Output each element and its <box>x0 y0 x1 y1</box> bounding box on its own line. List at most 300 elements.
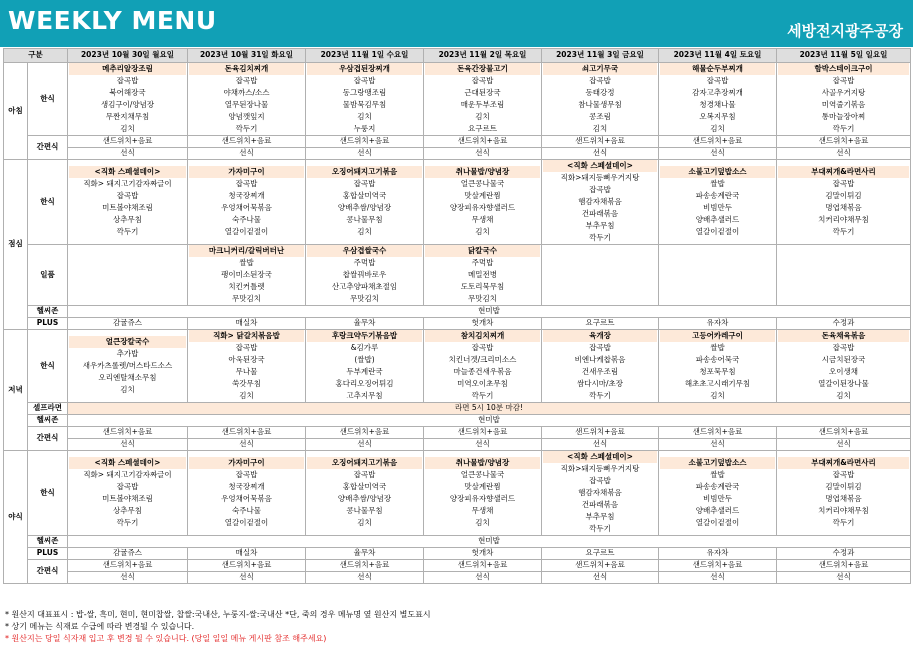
menu-item: 양배추샐러드 <box>695 215 740 224</box>
menu-item: 열갈이된장나물 <box>818 379 869 388</box>
main-dish: <직화 스페셜데이> <box>69 457 186 469</box>
origin-note: * 원산지 대표표시 : 밥-쌀, 흑미, 현미, 현미찹쌀, 찹쌀:국내산, 누룽지-쌀:국내산 *단, 죽의 경우 메뉴명 옆 원산지 별도표시 <box>5 610 431 619</box>
menu-item: 양배추쌈/양념장 <box>337 203 392 212</box>
menu-item: 잡곡밥 <box>235 76 258 85</box>
menu-item: 치킨커틀렛 <box>228 282 265 291</box>
menu-item: 잡곡밥 <box>353 470 376 479</box>
menu-item: 열갈이겉절이 <box>224 227 269 236</box>
menu-item: 명엽채볶음 <box>825 203 862 212</box>
main-dish: 닭칼국수 <box>425 245 540 257</box>
main-dish: 오징어돼지고기볶음 <box>307 457 422 469</box>
menu-item: 부추무침 <box>585 512 615 521</box>
menu-item: 우엉채어묵볶음 <box>221 203 272 212</box>
menu-cell: 샌드위치+음료 <box>659 136 777 148</box>
menu-item: &김가루 <box>350 343 379 352</box>
menu-item: 미트볼야채조림 <box>102 203 153 212</box>
menu-item: 잡곡밥 <box>471 76 494 85</box>
main-dish: 돈육간장불고기 <box>425 63 540 75</box>
menu-item: 누룽지 <box>353 124 376 133</box>
column-header-row <box>4 49 911 63</box>
menu-item: 잡곡밥 <box>116 191 139 200</box>
menu-cell: 율무차 <box>306 548 424 560</box>
main-dish: <직화 스페셜데이> <box>69 166 186 178</box>
menu-item: 열갈이겉절이 <box>695 227 740 236</box>
menu-cell: 선식 <box>68 572 188 584</box>
menu-cell: 선식 <box>659 572 777 584</box>
menu-item: 새우카츠롤렛/머스타드소스 <box>82 361 173 370</box>
menu-cell: 선식 <box>777 439 911 451</box>
main-dish: 취나물밥/양념장 <box>425 166 540 178</box>
dinner-healthy-row <box>4 415 911 427</box>
menu-item: 도토리묵무침 <box>460 282 505 291</box>
menu-item: 쑥갓무침 <box>232 379 261 388</box>
menu-cell: 샌드위치+음료 <box>424 560 542 572</box>
menu-item: 열무된장나물 <box>224 100 269 109</box>
menu-item: 김치 <box>120 124 135 133</box>
night-healthy-row <box>4 536 911 548</box>
menu-cell <box>424 245 542 306</box>
menu-item: 콩나물무침 <box>346 506 383 515</box>
menu-cell <box>306 245 424 306</box>
menu-cell <box>424 330 542 403</box>
menu-item: 잡곡밥 <box>706 76 729 85</box>
menu-item: 부추무침 <box>585 221 615 230</box>
day-header: 2023년 10월 31일 화요일 <box>188 49 306 63</box>
menu-item: 직화>돼지등뼈우거지탕 <box>560 173 640 182</box>
menu-item: 치커리야채무침 <box>818 215 869 224</box>
main-dish: 함박스테이크구이 <box>778 63 909 75</box>
category-label-korean: 한식 <box>28 160 68 245</box>
main-dish: 소불고기덮밥소스 <box>660 166 775 178</box>
breakfast-snack-row <box>4 136 911 148</box>
menu-item: 직화>돼지등뼈우거지탕 <box>560 464 640 473</box>
main-dish: 돈육채육볶음 <box>778 330 909 342</box>
menu-cell <box>777 63 911 136</box>
menu-item: 양배추쌈/양념장 <box>337 494 392 503</box>
menu-cell: 선식 <box>659 148 777 160</box>
main-dish: 마크니커리/갈릭버터난 <box>189 245 304 257</box>
dinner-snack-row <box>4 427 911 439</box>
menu-cell: 샌드위치+음료 <box>659 560 777 572</box>
menu-item: 잡곡밥 <box>353 76 376 85</box>
menu-item: 양장피유자향샐러드 <box>449 203 516 212</box>
menu-cell: 샌드위치+음료 <box>777 560 911 572</box>
menu-cell: 선식 <box>424 439 542 451</box>
menu-item: 사골우거지탕 <box>821 88 866 97</box>
menu-item: 상추무침 <box>113 215 142 224</box>
menu-cell: 선식 <box>68 148 188 160</box>
menu-cell <box>542 330 659 403</box>
menu-cell <box>68 245 188 306</box>
menu-item: 청포묵무침 <box>699 367 736 376</box>
menu-cell: 선식 <box>306 148 424 160</box>
category-label-daily: 일품 <box>28 245 68 306</box>
menu-item: 숙주나물 <box>232 506 261 515</box>
main-dish: 우삼겹쌀국수 <box>307 245 422 257</box>
main-dish: 쇠고기무국 <box>543 63 657 75</box>
menu-cell: 헛개차 <box>424 318 542 330</box>
menu-item: 비엔나케찹볶음 <box>574 355 626 364</box>
origin-change-note: * 원산지는 당일 식자재 입고 후 변경 될 수 있습니다. (당일 일일 메뉴 게시판 참조 해주세요) <box>5 634 327 643</box>
main-dish: 돈육김치찌개 <box>189 63 304 75</box>
menu-cell: 샌드위치+음료 <box>777 136 911 148</box>
menu-item: 시금치된장국 <box>821 355 866 364</box>
menu-item: 잡곡밥 <box>471 343 494 352</box>
menu-item: 김치 <box>836 391 851 400</box>
menu-item: 숙주나물 <box>232 215 261 224</box>
menu-item: 팽이미소된장국 <box>221 270 272 279</box>
menu-cell <box>777 160 911 245</box>
menu-cell: 선식 <box>306 439 424 451</box>
lunch-plus-row <box>4 318 911 330</box>
menu-item: 주먹밥 <box>353 258 376 267</box>
menu-cell: 선식 <box>188 439 306 451</box>
healthy-item: 현미밥 <box>68 306 911 318</box>
menu-item: 양념깻잎지 <box>228 112 265 121</box>
menu-item: 청경채나물 <box>699 100 736 109</box>
menu-item: 미역오이초무침 <box>457 379 508 388</box>
menu-cell: 선식 <box>542 572 659 584</box>
menu-item: 명엽채볶음 <box>825 494 862 503</box>
menu-cell <box>777 330 911 403</box>
footnotes <box>5 609 431 645</box>
main-dish: 얼큰장칼국수 <box>69 336 186 348</box>
menu-item: 미역줄기볶음 <box>821 100 866 109</box>
menu-item: 쌀밥 <box>710 470 725 479</box>
meal-label-breakfast: 아침 <box>4 63 28 160</box>
menu-item: 쌀밥 <box>710 343 725 352</box>
main-dish: 육개장 <box>543 330 657 342</box>
menu-cell: 선식 <box>777 148 911 160</box>
lunch-korean-row <box>4 160 911 245</box>
menu-cell: 선식 <box>68 439 188 451</box>
menu-cell <box>659 451 777 536</box>
category-label-snack: 간편식 <box>28 136 68 160</box>
menu-item: 잡곡밥 <box>589 76 611 85</box>
menu-item: 아욱된장국 <box>228 355 265 364</box>
category-label-healthy: 헬씨존 <box>28 306 68 318</box>
meal-label-dinner: 저녁 <box>4 330 28 451</box>
menu-item: 김치 <box>710 391 725 400</box>
day-header: 2023년 11월 4일 토요일 <box>659 49 777 63</box>
menu-item: 치커리야채무침 <box>818 506 869 515</box>
category-label-korean: 한식 <box>28 63 68 136</box>
menu-cell: 샌드위치+음료 <box>188 427 306 439</box>
menu-item: 무생채 <box>471 215 494 224</box>
menu-item: 콩조림 <box>589 112 611 121</box>
menu-cell <box>659 330 777 403</box>
menu-cell: 샌드위치+음료 <box>68 136 188 148</box>
menu-cell: 매실차 <box>188 548 306 560</box>
menu-item: 쌀밥 <box>710 179 725 188</box>
menu-item: 생김구이/양념장 <box>100 100 155 109</box>
menu-cell <box>188 160 306 245</box>
menu-cell: 선식 <box>188 572 306 584</box>
menu-item: 깍두기 <box>589 233 611 242</box>
menu-item: 파송송계란국 <box>695 191 740 200</box>
menu-cell: 샌드위치+음료 <box>777 427 911 439</box>
menu-item: 감자고추장찌개 <box>692 88 743 97</box>
menu-item: 열갈이겉절이 <box>695 518 740 527</box>
menu-item: 김치 <box>239 391 254 400</box>
menu-cell: 샌드위치+음료 <box>542 427 659 439</box>
menu-cell: 샌드위치+음료 <box>306 427 424 439</box>
menu-item: 무생채 <box>471 506 494 515</box>
menu-item: 김치 <box>120 385 135 394</box>
menu-item: 마늘종건새우볶음 <box>453 367 512 376</box>
menu-item: 무맛김치 <box>232 294 261 303</box>
menu-item: 우엉채어묵볶음 <box>221 494 272 503</box>
main-dish: 부대찌개&라면사리 <box>778 457 909 469</box>
main-dish: 메추리알장조림 <box>69 63 186 75</box>
menu-cell: 요구르트 <box>542 318 659 330</box>
menu-cell <box>542 160 659 245</box>
menu-cell: 샌드위치+음료 <box>424 427 542 439</box>
menu-item: 잡곡밥 <box>116 76 139 85</box>
weekly-menu-table <box>3 48 911 584</box>
menu-cell <box>306 63 424 136</box>
menu-cell: 선식 <box>306 572 424 584</box>
menu-cell <box>659 160 777 245</box>
menu-cell: 선식 <box>424 148 542 160</box>
menu-item: 홍합살미역국 <box>342 482 387 491</box>
menu-item: 김말이튀김 <box>825 482 862 491</box>
menu-item: 청국장찌개 <box>228 191 265 200</box>
menu-cell: 선식 <box>542 148 659 160</box>
menu-item: 통마늘장아찌 <box>821 112 866 121</box>
dinner-ramen-row <box>4 403 911 415</box>
category-label-self-ramen: 셀프라면 <box>28 403 68 415</box>
night-snack-row <box>4 560 911 572</box>
main-dish: 취나물밥/양념장 <box>425 457 540 469</box>
category-label-korean: 한식 <box>28 330 68 403</box>
healthy-item: 현미밥 <box>68 415 911 427</box>
menu-item: 잡곡밥 <box>353 179 376 188</box>
menu-item: 잡곡밥 <box>832 343 855 352</box>
menu-cell: 유자차 <box>659 318 777 330</box>
menu-item: 김치 <box>710 124 725 133</box>
menu-item: 오리엔탈채소무침 <box>98 373 157 382</box>
menu-item: 햄감자채볶음 <box>578 197 622 206</box>
main-dish: <직화 스페셜데이> <box>543 160 657 172</box>
menu-item: 쌈다시마/초장 <box>577 379 623 388</box>
menu-item: 건파래볶음 <box>581 500 619 509</box>
night-korean-row <box>4 451 911 536</box>
menu-item: 깍두기 <box>116 227 139 236</box>
category-label-plus: PLUS <box>28 318 68 330</box>
menu-cell: 헛개차 <box>424 548 542 560</box>
category-label-healthy: 헬씨존 <box>28 536 68 548</box>
menu-item: 고추지무침 <box>346 391 383 400</box>
day-header: 2023년 10월 30일 월요일 <box>68 49 188 63</box>
menu-item: 양장피유자향샐러드 <box>449 494 516 503</box>
menu-item: 치킨너겟/크리미소스 <box>448 355 517 364</box>
menu-item: 김치 <box>475 112 490 121</box>
day-header: 2023년 11월 3일 금요일 <box>542 49 659 63</box>
menu-cell <box>542 451 659 536</box>
menu-cell: 율무차 <box>306 318 424 330</box>
menu-cell: 선식 <box>542 439 659 451</box>
menu-item: 김치 <box>475 518 490 527</box>
menu-cell <box>68 63 188 136</box>
menu-cell <box>68 160 188 245</box>
menu-cell <box>306 451 424 536</box>
menu-item: 건새우조림 <box>581 367 619 376</box>
menu-item: 깍두기 <box>471 391 494 400</box>
ramen-notice: 라면 5시 10분 마감! <box>68 403 911 415</box>
lunch-daily-row <box>4 245 911 306</box>
menu-item: 햄감자채볶음 <box>578 488 622 497</box>
menu-cell <box>188 245 306 306</box>
main-dish: 소불고기덮밥소스 <box>660 457 775 469</box>
change-note: * 상기 메뉴는 식재료 수급에 따라 변경될 수 있습니다. <box>5 622 195 631</box>
main-dish: 부대찌개&라면사리 <box>778 166 909 178</box>
menu-item: 잡곡밥 <box>589 185 611 194</box>
menu-item: 북어해장국 <box>109 88 146 97</box>
menu-item: 잡곡밥 <box>832 179 855 188</box>
menu-item: 깍두기 <box>235 124 258 133</box>
menu-item: 해초초고시래기무침 <box>684 379 751 388</box>
menu-cell <box>424 160 542 245</box>
menu-cell <box>777 451 911 536</box>
menu-cell: 선식 <box>659 439 777 451</box>
main-dish: 우삼겹된장찌개 <box>307 63 422 75</box>
menu-cell <box>424 451 542 536</box>
menu-item: 건파래볶음 <box>581 209 619 218</box>
menu-cell <box>68 330 188 403</box>
menu-cell: 샌드위치+음료 <box>188 560 306 572</box>
menu-item: 두부계란국 <box>346 367 383 376</box>
menu-item: 깍두기 <box>832 124 855 133</box>
menu-cell: 수정과 <box>777 318 911 330</box>
menu-cell: 선식 <box>777 572 911 584</box>
menu-cell: 감귤쥬스 <box>68 318 188 330</box>
menu-item: 깍두기 <box>589 391 611 400</box>
menu-cell: 샌드위치+음료 <box>188 136 306 148</box>
menu-item: 동태강정 <box>585 88 615 97</box>
menu-item: 메밀전병 <box>468 270 497 279</box>
menu-item: 홍합살미역국 <box>342 191 387 200</box>
menu-item: 직화> 돼지고기감자짜글이 <box>83 179 172 188</box>
breakfast-korean-row <box>4 63 911 136</box>
category-label-plus: PLUS <box>28 548 68 560</box>
healthy-item: 현미밥 <box>68 536 911 548</box>
menu-item: 추가밥 <box>116 349 139 358</box>
menu-item: 김치 <box>592 124 608 133</box>
menu-item: 양배추샐러드 <box>695 506 740 515</box>
menu-cell: 유자차 <box>659 548 777 560</box>
menu-item: 야채까스/소스 <box>223 88 270 97</box>
menu-item: 깍두기 <box>589 524 611 533</box>
menu-cell <box>777 245 911 306</box>
menu-item: (쌀밥) <box>354 355 375 364</box>
night-plus-row <box>4 548 911 560</box>
menu-cell: 샌드위치+음료 <box>659 427 777 439</box>
menu-item: 주먹밥 <box>471 258 494 267</box>
menu-cell <box>188 330 306 403</box>
menu-cell: 수정과 <box>777 548 911 560</box>
main-dish: 해물순두부찌개 <box>660 63 775 75</box>
menu-item: 무나물 <box>235 367 258 376</box>
header-bar <box>0 0 913 47</box>
brand-logo: 세방전지광주공장 <box>787 22 903 40</box>
menu-item: 맛살계란찜 <box>464 482 501 491</box>
menu-cell <box>306 160 424 245</box>
menu-item: 깍두기 <box>116 518 139 527</box>
meal-label-lunch: 점심 <box>4 160 28 330</box>
menu-item: 홍다리오징어튀김 <box>335 379 394 388</box>
menu-item: 잡곡밥 <box>832 470 855 479</box>
category-label-snack: 간편식 <box>28 427 68 451</box>
menu-cell: 샌드위치+음료 <box>306 560 424 572</box>
menu-item: 잡곡밥 <box>589 343 611 352</box>
menu-item: 쌀밥 <box>239 258 254 267</box>
menu-item: 참나물생무침 <box>578 100 622 109</box>
menu-item: 깍두기 <box>832 518 855 527</box>
day-header: 2023년 11월 2일 목요일 <box>424 49 542 63</box>
menu-cell <box>542 63 659 136</box>
menu-item: 김치 <box>475 227 490 236</box>
menu-item: 상추무침 <box>113 506 142 515</box>
menu-item: 잡곡밥 <box>589 476 611 485</box>
main-dish: 가자미구이 <box>189 166 304 178</box>
page-title: WEEKLY MENU <box>8 6 217 35</box>
menu-cell <box>68 451 188 536</box>
menu-item: 깍두기 <box>832 227 855 236</box>
main-dish: 오징어돼지고기볶음 <box>307 166 422 178</box>
menu-cell: 샌드위치+음료 <box>424 136 542 148</box>
menu-cell <box>306 330 424 403</box>
menu-item: 잡곡밥 <box>116 482 139 491</box>
menu-item: 무맛김치 <box>350 294 379 303</box>
menu-item: 산고추양파채초절임 <box>331 282 398 291</box>
menu-item: 얼큰콩나물국 <box>460 470 505 479</box>
menu-cell <box>424 63 542 136</box>
menu-item: 물밤묵김무침 <box>342 100 387 109</box>
menu-cell: 감귤쥬스 <box>68 548 188 560</box>
menu-item: 근대된장국 <box>464 88 501 97</box>
day-header: 2023년 11월 1일 수요일 <box>306 49 424 63</box>
main-dish: <직화 스페셜데이> <box>543 451 657 463</box>
menu-item: 잡곡밥 <box>235 470 258 479</box>
menu-cell: 샌드위치+음료 <box>542 560 659 572</box>
category-label-korean: 한식 <box>28 451 68 536</box>
menu-item: 잡곡밥 <box>235 343 258 352</box>
dinner-korean-row <box>4 330 911 403</box>
menu-cell: 선식 <box>424 572 542 584</box>
menu-cell <box>659 63 777 136</box>
menu-item: 잡곡밥 <box>832 76 855 85</box>
main-dish: 고등어카레구이 <box>660 330 775 342</box>
menu-item: 요구르트 <box>468 124 497 133</box>
menu-item: 김치 <box>357 112 372 121</box>
menu-cell: 샌드위치+음료 <box>542 136 659 148</box>
menu-item: 맛살계란찜 <box>464 191 501 200</box>
menu-item: 청국장찌개 <box>228 482 265 491</box>
menu-item: 직화> 돼지고기감자짜글이 <box>83 470 172 479</box>
menu-item: 김말이튀김 <box>825 191 862 200</box>
menu-cell <box>188 63 306 136</box>
menu-item: 김치 <box>357 518 372 527</box>
menu-cell <box>542 245 659 306</box>
main-dish: 후랑크약두기볶음밥 <box>307 330 422 342</box>
menu-item: 오복지무침 <box>699 112 736 121</box>
dinner-fruit-row <box>4 439 911 451</box>
menu-item: 김치 <box>357 227 372 236</box>
night-fruit-row <box>4 572 911 584</box>
day-header: 2023년 11월 5일 일요일 <box>777 49 911 63</box>
menu-item: 무짠지채무침 <box>105 112 150 121</box>
